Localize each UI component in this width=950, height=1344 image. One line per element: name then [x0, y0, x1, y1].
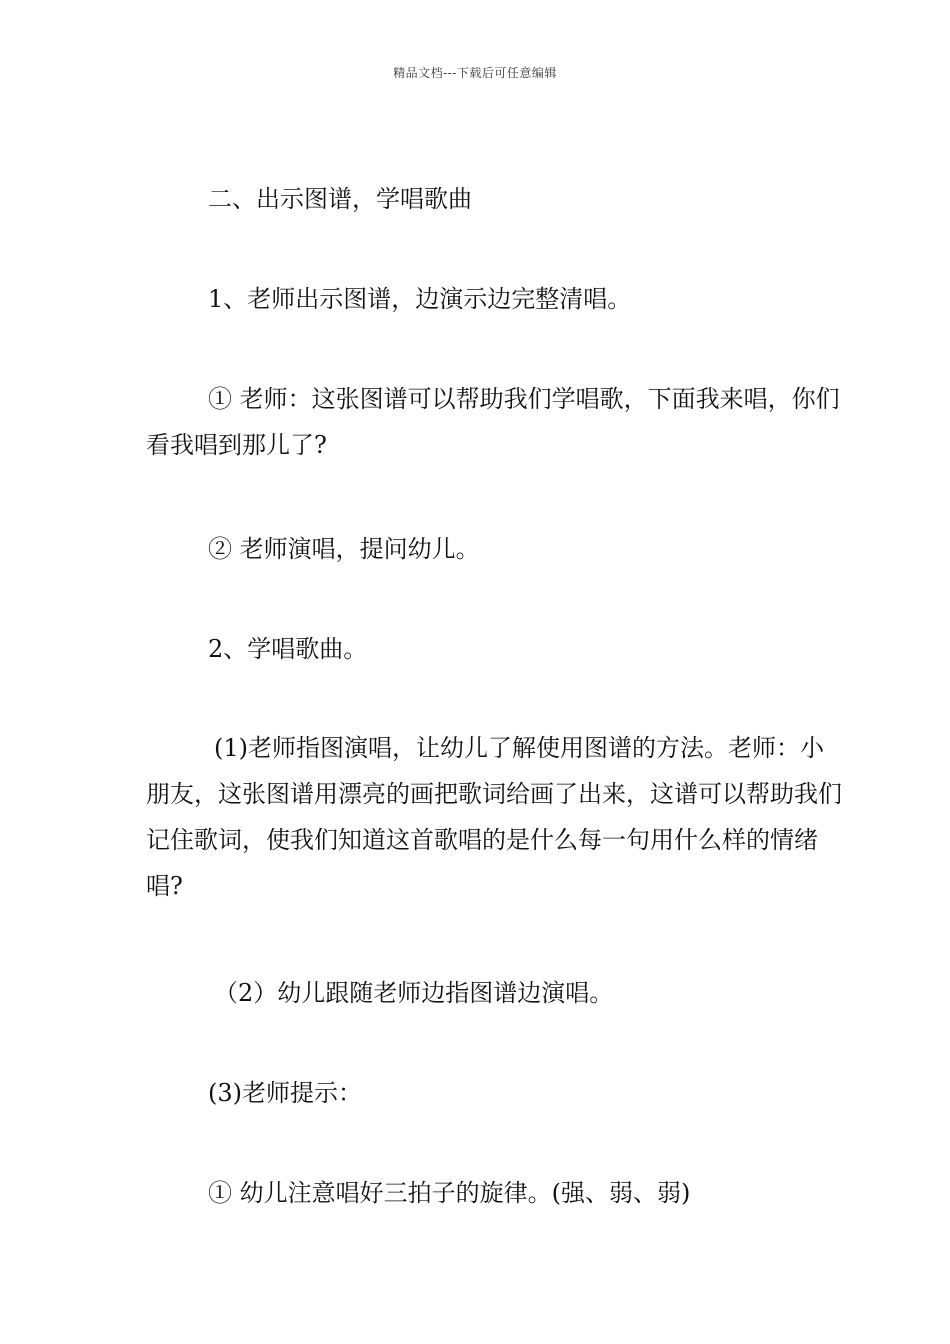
paragraph-substep-3: (3)老师提示： — [208, 1079, 362, 1107]
paragraph-step-1: 1、老师出示图谱，边演示边完整清唱。 — [208, 285, 632, 313]
paragraph-substep-1: (1)老师指图演唱，让幼儿了解使用图谱的方法。老师：小朋友，这张图谱用漂亮的画把歌词给画了出来，这谱可以帮助我们记住歌词，使我们知道这首歌唱的是什么每一句用什么样的情绪唱? — [146, 734, 842, 900]
paragraph-substep-2: （2）幼儿跟随老师边指图谱边演唱。 — [214, 979, 614, 1007]
paragraph-point-1: ① 老师：这张图谱可以帮助我们学唱歌，下面我来唱，你们看我唱到那儿了? — [146, 385, 840, 459]
paragraph-step-2: 2、学唱歌曲。 — [208, 635, 368, 663]
paragraph-point-2: ② 老师演唱，提问幼儿。 — [208, 535, 480, 563]
page-header: 精品文档---下载后可任意编辑 — [393, 66, 557, 80]
section-heading: 二、出示图谱，学唱歌曲 — [208, 185, 472, 213]
paragraph-hint-1: ① 幼儿注意唱好三拍子的旋律。(强、弱、弱) — [208, 1179, 691, 1207]
